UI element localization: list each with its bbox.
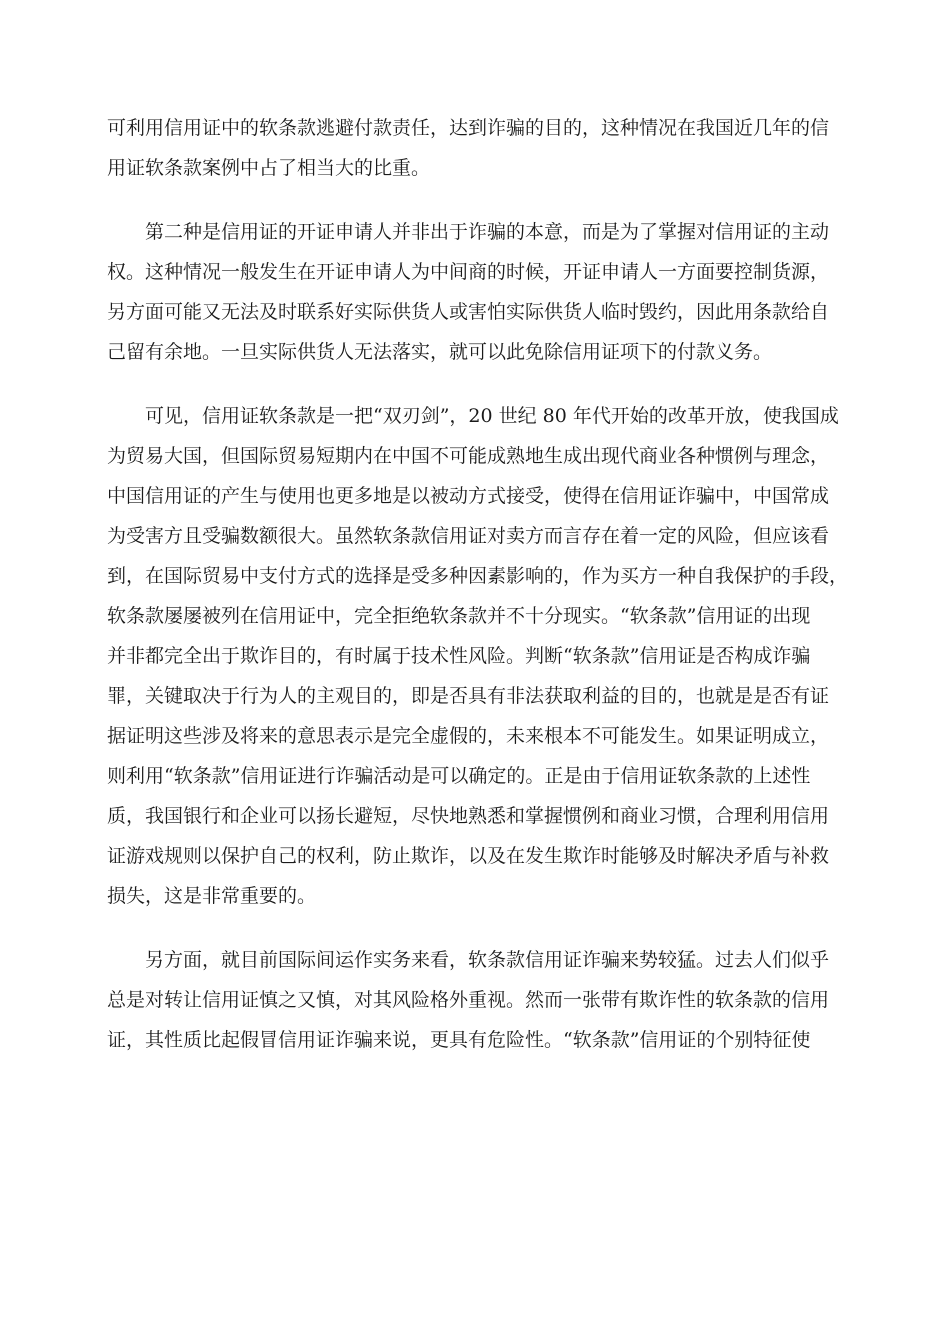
text-line: 为贸易大国，但国际贸易短期内在中国不可能成熟地生成出现代商业各种惯例与理念，	[107, 445, 830, 467]
text-line: 罪，关键取决于行为人的主观目的，即是否具有非法获取利益的目的，也就是是否有证	[107, 685, 830, 707]
text-line: 则利用“软条款”信用证进行诈骗活动是可以确定的。正是由于信用证软条款的上述性	[107, 765, 811, 787]
paragraph-2	[107, 212, 851, 372]
paragraph-1	[107, 108, 851, 188]
text-line: 为受害方且受骗数额很大。虽然软条款信用证对卖方而言存在着一定的风险，但应该看	[107, 525, 830, 547]
text-line: 质，我国银行和企业可以扬长避短，尽快地熟悉和掌握惯例和商业习惯，合理利用信用	[107, 805, 830, 827]
text-line: 己留有余地。一旦实际供货人无法落实，就可以此免除信用证项下的付款义务。	[107, 341, 773, 363]
text-line: 据证明这些涉及将来的意思表示是完全虚假的，未来根本不可能发生。如果证明成立，	[107, 725, 830, 747]
text-line: 可利用信用证中的软条款逃避付款责任，达到诈骗的目的，这种情况在我国近几年的信	[107, 117, 830, 139]
text-line: 软条款屡屡被列在信用证中，完全拒绝软条款并不十分现实。“软条款”信用证的出现	[107, 605, 811, 627]
paragraph-3	[107, 396, 851, 916]
text-line: 到，在国际贸易中支付方式的选择是受多种因素影响的，作为买方一种自我保护的手段，	[107, 565, 849, 587]
text-line: 中国信用证的产生与使用也更多地是以被动方式接受，使得在信用证诈骗中，中国常成	[107, 485, 830, 507]
text-line: 第二种是信用证的开证申请人并非出于诈骗的本意，而是为了掌握对信用证的主动	[145, 221, 830, 243]
text-line: 可见，信用证软条款是一把“双刃剑”，20 世纪 80 年代开始的改革开放，使我国成	[145, 405, 839, 427]
text-line: 另方面可能又无法及时联系好实际供货人或害怕实际供货人临时毁约，因此用条款给自	[107, 301, 830, 323]
text-line: 损失，这是非常重要的。	[107, 885, 317, 907]
text-line: 证游戏规则以保护自己的权利，防止欺诈，以及在发生欺诈时能够及时解决矛盾与补救	[107, 845, 830, 867]
text-line: 另方面，就目前国际间运作实务来看，软条款信用证诈骗来势较猛。过去人们似乎	[145, 949, 830, 971]
text-line: 总是对转让信用证慎之又慎，对其风险格外重视。然而一张带有欺诈性的软条款的信用	[107, 989, 830, 1011]
text-line: 并非都完全出于欺诈目的，有时属于技术性风险。判断“软条款”信用证是否构成诈骗	[107, 645, 811, 667]
text-line: 权。这种情况一般发生在开证申请人为中间商的时候，开证申请人一方面要控制货源，	[107, 261, 830, 283]
text-line: 用证软条款案例中占了相当大的比重。	[107, 157, 431, 179]
paragraph-4	[107, 940, 851, 1060]
text-line: 证，其性质比起假冒信用证诈骗来说，更具有危险性。“软条款”信用证的个别特征使	[107, 1029, 811, 1051]
document-page	[107, 108, 851, 1084]
